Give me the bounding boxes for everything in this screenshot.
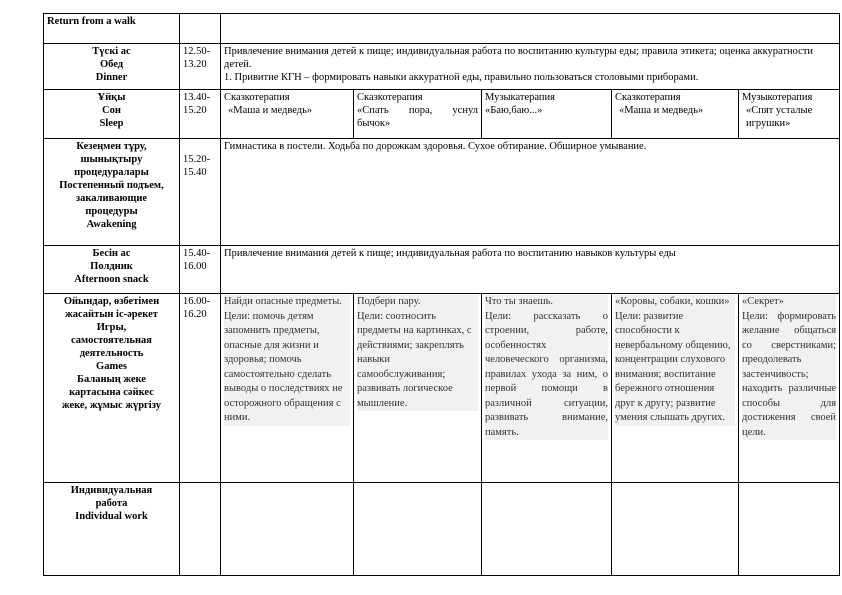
sleep-cell-sub: «Маша и медведь» — [619, 105, 704, 116]
individual-cell-tue — [354, 483, 482, 576]
sleep-cell-wed — [482, 90, 612, 139]
dinner-time-end: 13.20 — [183, 59, 207, 70]
dinner-content-cell — [221, 44, 840, 90]
sleep-label-cell — [44, 90, 180, 139]
game-title: Найди опасные предметы. — [224, 296, 342, 307]
dinner-label-en: Dinner — [95, 72, 128, 83]
sleep-cell-sub: «Баю,баю...» — [485, 105, 543, 116]
games-time-start: 16.00- — [183, 296, 211, 307]
games-cell-wed — [482, 294, 612, 483]
sleep-cell-title: Сказкотерапия — [357, 92, 423, 103]
games-label-line: Игры, — [96, 322, 127, 333]
row-return-walk — [44, 14, 840, 44]
games-label-line: жеке, жұмыс жүргізу — [62, 400, 161, 411]
row-sleep — [44, 90, 840, 139]
row-games — [44, 294, 840, 483]
dinner-text-2: 1. Привитие КГН – формировать навыки аккуратной еды, правильно пользоваться столовыми приборами. — [224, 72, 699, 83]
game-body: Цели: развитие способности к невербальному общению, концентрации слухового внимания; воспитание бережного отношения друг к другу; развитие умения слышать других. — [615, 310, 731, 423]
awakening-time-cell — [180, 139, 221, 246]
game-card — [485, 295, 608, 440]
games-label-line: самостоятельная — [71, 335, 152, 346]
snack-label-kz: Бесін ас — [92, 248, 131, 259]
games-cell-mon — [221, 294, 354, 483]
game-title: «Коровы, собаки, кошки» — [615, 296, 730, 307]
game-card — [615, 295, 735, 426]
dinner-text-1: Привлечение внимания детей к пище; индивидуальная работа по воспитанию культуры еды; правила этикета; оценка аккуратности детей. — [224, 46, 814, 70]
snack-time-start: 15.40- — [183, 248, 211, 259]
awakening-label-line: шынықтыру — [80, 154, 143, 165]
awakening-time-end: 15.40 — [183, 167, 207, 178]
snack-label-ru: Полдник — [90, 261, 133, 272]
awakening-text: Гимнастика в постели. Ходьба по дорожкам здоровья. Сухое обтирание. Обширное умывание. — [224, 141, 647, 152]
snack-text: Привлечение внимания детей к пище; индивидуальная работа по воспитанию навыков культуры еды — [224, 248, 676, 259]
games-label-line: жасайтын іс-әрекет — [65, 309, 158, 320]
sleep-cell-fri — [739, 90, 840, 139]
awakening-label-line: Постепенный подъем, — [59, 180, 164, 191]
games-cell-tue — [354, 294, 482, 483]
sleep-cell-title: Музыкатерапия — [485, 92, 555, 103]
walk-content-cell — [221, 14, 840, 44]
sleep-label-ru: Сон — [102, 105, 121, 116]
games-time-end: 16.20 — [183, 309, 207, 320]
awakening-time-start: 15.20- — [183, 154, 211, 165]
walk-label: Return from a walk — [47, 16, 136, 27]
sleep-time-end: 15.20 — [183, 105, 207, 116]
games-label-line: Games — [96, 361, 127, 372]
sleep-time-start: 13.40- — [183, 92, 211, 103]
awakening-label-line: закаливающие — [75, 193, 148, 204]
awakening-label-line: процедуры — [85, 206, 138, 217]
sleep-cell-title: Сказкотерапия — [224, 92, 290, 103]
individual-cell-fri — [739, 483, 840, 576]
sleep-cell-tue — [354, 90, 482, 139]
games-cell-fri — [739, 294, 840, 483]
sleep-cell-title: Сказкотерапия — [615, 92, 681, 103]
games-cell-thu — [612, 294, 739, 483]
sleep-cell-sub: «Спят усталые игрушки» — [746, 105, 813, 129]
sleep-cell-sub: «Спать пора, уснул бычок» — [357, 105, 478, 129]
game-body: Цели: формировать желание общаться со сверстниками; преодолевать застенчивость; находить различные способы для достижения своей цели. — [742, 310, 837, 438]
dinner-time-cell — [180, 44, 221, 90]
awakening-label-cell — [44, 139, 180, 246]
row-individual — [44, 483, 840, 576]
game-body: Цели: рассказать о строении, работе, особенностях человеческого организма, правилах ухода за ним, о первой помощи в различной ситуации, развивать внимание, память. — [485, 310, 608, 438]
sleep-cell-mon — [221, 90, 354, 139]
individual-label-cell — [44, 483, 180, 576]
game-body: Цели: помочь детям запомнить предметы, опасные для жизни и здоровья; помочь самостоятельно сделать выводы о последствиях не осторожного обращения с ними. — [224, 310, 343, 423]
awakening-label-line: процедуралары — [74, 167, 149, 178]
game-card — [224, 295, 350, 426]
sleep-label-kz: Ұйқы — [97, 92, 126, 103]
row-dinner — [44, 44, 840, 90]
snack-content-cell — [221, 246, 840, 294]
walk-time-cell — [180, 14, 221, 44]
row-snack — [44, 246, 840, 294]
sleep-label-en: Sleep — [99, 118, 124, 129]
game-title: Что ты знаешь. — [485, 296, 554, 307]
individual-cell-mon — [221, 483, 354, 576]
dinner-time-start: 12.50- — [183, 46, 211, 57]
row-awakening — [44, 139, 840, 246]
individual-time-cell — [180, 483, 221, 576]
snack-time-end: 16.00 — [183, 261, 207, 272]
individual-label-line: Individual work — [75, 511, 148, 522]
schedule-table — [43, 13, 840, 576]
snack-label-cell — [44, 246, 180, 294]
games-label-line: Ойындар, өзбетімен — [63, 296, 160, 307]
sleep-cell-sub: «Маша и медведь» — [228, 105, 313, 116]
game-title: «Секрет» — [742, 296, 784, 307]
game-title: Подбери пару. — [357, 296, 421, 307]
games-label-line: деятельность — [79, 348, 144, 359]
dinner-label-kz: Түскі ас — [92, 46, 131, 57]
game-card — [742, 295, 836, 440]
dinner-label-cell — [44, 44, 180, 90]
individual-label-line: работа — [95, 498, 128, 509]
awakening-label-line: Кезеңмен тұру, — [76, 141, 147, 152]
individual-cell-thu — [612, 483, 739, 576]
sleep-cell-thu — [612, 90, 739, 139]
awakening-label-line: Awakening — [86, 219, 137, 230]
snack-label-en: Afternoon snack — [74, 274, 149, 285]
sleep-cell-title: Музыкотерапия — [742, 92, 813, 103]
walk-label-cell — [44, 14, 180, 44]
game-body: Цели: соотносить предметы на картинках, с действиями; закреплять навыки самообслуживания; развивать логическое мышление. — [357, 310, 472, 409]
game-card — [357, 295, 478, 411]
games-label-cell — [44, 294, 180, 483]
games-label-line: картасына сәйкес — [69, 387, 154, 398]
individual-cell-wed — [482, 483, 612, 576]
sleep-time-cell — [180, 90, 221, 139]
individual-label-line: Индивидуальная — [70, 485, 153, 496]
games-time-cell — [180, 294, 221, 483]
games-label-line: Баланың жеке — [77, 374, 146, 385]
awakening-content-cell — [221, 139, 840, 246]
dinner-label-ru: Обед — [99, 59, 124, 70]
snack-time-cell — [180, 246, 221, 294]
